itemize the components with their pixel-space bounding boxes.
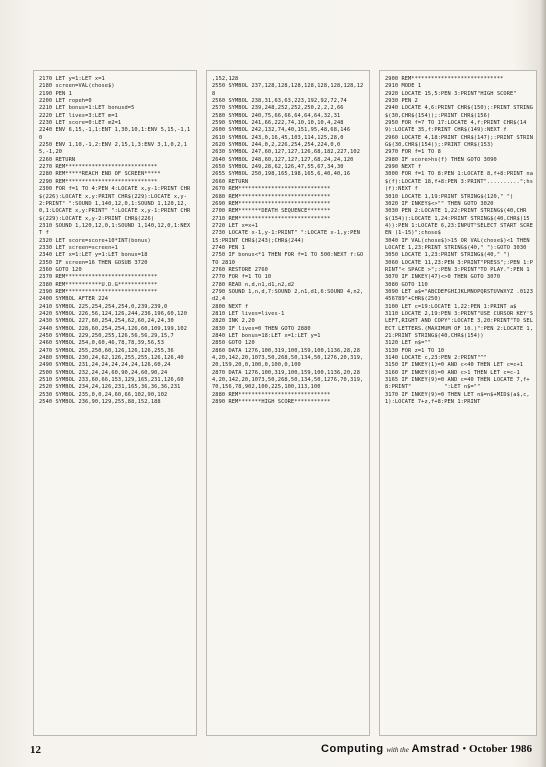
listing-line: 2590 SYMBOL 241,66,222,74,10,10,10,4,248 (212, 120, 344, 127)
listing-line: 2920 LOCATE 15,5:PEN 3:PRINT"HIGH SCORE" (385, 90, 517, 97)
listing-line: 2180 screen=VAL(chose$) (39, 83, 115, 90)
listing-line: 2720 LET x=x+1 (212, 222, 259, 229)
listing-line: 2620 SYMBOL 244,0,2,226,254,254,224,0,0 (212, 142, 341, 149)
listing-line: 2680 REM**************************** (212, 193, 331, 200)
listing-line: 2370 REM**************************** (39, 274, 158, 281)
program-listing (207, 71, 369, 406)
listing-line: 2210 LET bonus=1:LET bonusd=5 (39, 105, 135, 112)
listing-line: 2440 SYMBOL 228,60,254,254,126,60,109,199,102 (39, 325, 188, 332)
magazine-name-with: with the (386, 746, 409, 754)
program-listing (34, 71, 196, 406)
listing-line: 3140 LOCATE c,23:PEN 2:PRINT"^" (385, 355, 487, 362)
listing-line: 2560 SYMBOL 238,31,63,63,223,192,92,72,74 (212, 98, 347, 105)
listing-line: 2690 REM**************************** (212, 200, 331, 207)
magazine-name-part2: Amstrad (411, 743, 460, 755)
listing-line: 2820 INK 2,20 (212, 318, 255, 325)
listing-line: 3160 IF INKEY(8)=0 AND c>1 THEN LET c=c-1 (385, 369, 520, 376)
listing-line: 2530 SYMBOL 235,0,0,24,60,66,102,90,102 (39, 391, 168, 398)
listing-line: 2990 NEXT f (385, 164, 422, 171)
listing-line: 2750 IF bonus<*1 THEN FOR f=1 TO 500:NEXT f:GOTO 2810 (212, 252, 364, 266)
listing-line: 2950 FOR f=7 TO 17:LOCATE 4,f:PRINT CHR$(149):LOCATE 35,f:PRINT CHR$(149):NEXT f (385, 120, 527, 134)
listing-line: 2310 SOUND 1,120,12,0,1:SOUND 1,140,12,0,1:NEXT f (39, 222, 191, 237)
listing-line: 2460 SYMBOL 254,0,60,46,78,78,39,56,53 (39, 340, 164, 347)
listing-line: 2430 SYMBOL 227,60,254,254,62,60,24,24,30 (39, 318, 174, 325)
listing-line: 2580 SYMBOL 240,75,66,66,64,64,64,32,31 (212, 112, 341, 119)
listing-line: 2700 REM*******DEATH SEQUENCE******* (212, 208, 331, 215)
listing-line: 2190 PEN 1 (39, 90, 72, 97)
listing-line: 2980 IF score>hs(f) THEN GOTO 3090 (385, 156, 497, 163)
listing-line: 2860 DATA 1276,100,319,100,159,100,1136,28,284,20,142,20,1073,50,268,50,134,50,1276,20,319,20,159,20,0,100,0,100,0,100 (212, 347, 364, 369)
listing-line: 2960 LOCATE 4,18:PRINT CHR$(147);:PRINT STRING$(30,CHR$(154));:PRINT CHR$(153) (385, 134, 534, 149)
listing-line: 2880 REM**************************** (212, 391, 331, 398)
listing-line: 2655 SYMBOL 250,198,165,198,165,6,40,40,16 (212, 171, 351, 178)
listing-line: 2170 LET y=1:LET x=1 (39, 76, 105, 82)
listing-line: 2470 SYMBOL 255,250,60,126,126,126,255,36 (39, 347, 174, 354)
listing-line: 2390 REM**************************** (39, 288, 158, 295)
listing-line: ,152,128 (212, 76, 239, 82)
listing-line: 2400 SYMBOL AFTER 224 (39, 296, 109, 303)
page-number: 12 (30, 744, 41, 756)
listing-line: 3165 IF INKEY(9)=0 AND c=40 THEN LOCATE 7,f+8:PRINT" ":LET n$="" (385, 377, 530, 391)
listing-line: 3040 IF VAL(chose$)>15 OR VAL(chose$)<1 THEN LOCATE 1,23:PRINT STRING$(40," "):GOTO 3030 (385, 237, 534, 251)
listing-line: 2890 REM*******HIGH SCORE*********** (212, 399, 331, 406)
listing-line: 3130 FOR z=1 TO 10 (385, 347, 445, 354)
listing-line: 2640 SYMBOL 248,60,127,127,127,68,24,24,120 (212, 156, 354, 163)
listing-line: 2410 SYMBOL 225,254,254,254,0,239,239,0 (39, 303, 168, 310)
magazine-name-part1: Computing (321, 743, 384, 755)
listing-line: 2600 SYMBOL 242,132,74,40,151,95,48,68,146 (212, 127, 351, 134)
listing-line: 2910 MODE 1 (385, 83, 422, 90)
listing-line: 3020 IF INKEY$<>"" THEN GOTO 3020 (385, 200, 494, 207)
listing-column-3 (379, 70, 537, 736)
listing-line: 2250 ENV 1,10,-1,2:ENV 2,15,1,3:ENV 3,1,0,2,15,-1,20 (39, 142, 188, 156)
listing-line: 2490 SYMBOL 231,24,24,24,24,24,126,60,24 (39, 362, 171, 369)
listing-line: 2810 LET lives=lives-1 (212, 311, 285, 317)
listing-line: 2610 SYMBOL 243,0,16,45,103,114,125,28,0 (212, 134, 344, 141)
listing-line: 2900 REM**************************** (385, 76, 504, 82)
listing-line: 2970 FOR f=1 TO 8 (385, 149, 441, 156)
listing-line: 2840 LET bonus=18:LET x=1:LET y=1 (212, 333, 321, 340)
listing-line: 3080 GOTO 110 (385, 281, 428, 288)
listing-line: 2200 LET ropeh=0 (39, 98, 92, 105)
listing-line: 2420 SYMBOL 226,56,124,126,244,236,196,60,120 (39, 311, 188, 317)
issue-date: October 1986 (468, 743, 532, 755)
listing-line: 2850 GOTO 120 (212, 340, 255, 347)
listing-line: 2670 REM**************************** (212, 186, 331, 193)
listing-line: 2330 LET screen=screen+1 (39, 244, 118, 251)
listing-line: 3090 LET a$="ABCDEFGHIJKLMNOPQRSTUVWXYZ .0123456789"+CHR$(250) (385, 288, 534, 303)
listing-line: 3070 IF INKEY(47)<>0 THEN GOTO 3070 (385, 274, 501, 281)
listing-line: 2630 SYMBOL 247,60,127,127,126,68,182,227,102 (212, 149, 361, 156)
listing-column-2 (206, 70, 370, 736)
listing-line: 2710 REM**************************** (212, 215, 331, 222)
listing-line: 2350 IF screen=16 THEN GOSUB 3720 (39, 259, 148, 266)
listing-line: 3110 LOCATE 2,19:PEN 3:PRINT"USE CURSOR KEY'S LEFT,RIGHT AND COPY":LOCATE 3,20:PRINT"TO SELECT LETTERS.(MAXIMUM OF 10.)":PEN 2:LOCATE 1,21:PRINT STRING$(40,CHR$(154)) (385, 311, 537, 340)
listing-line: 3100 LET c=19:LOCATE 1,22:PEN 1:PRINT a$ (385, 303, 517, 310)
magazine-title: Computing with the Amstrad • October 1986 (321, 743, 532, 755)
listing-line: 2870 DATA 1276,100,319,100,159,100,1136,20,284,20,142,20,1073,50,268,50,134,50,1276,70,319,70,156,78,902,100,225,100,113,100 (212, 369, 364, 391)
listing-line: 2230 LET score=0:LET m2=1 (39, 120, 122, 127)
listing-line: 3030 PEN 2:LOCATE 1,22:PRINT STRING$(40,CHR$(154)):LOCATE 1,24:PRINT STRING$(40,CHR$(154)):PEN 1:LOCATE 6,23:INPUT"SELECT START SCREEN (1-15)";chose$ (385, 208, 534, 237)
listing-line: 3150 IF INKEY(1)=0 AND c<40 THEN LET c=c+1 (385, 362, 524, 369)
listing-line: 2320 LET score=score+10*INT(bonus) (39, 237, 151, 244)
listing-line: 2780 READ n,d,n1,d1,n2,d2 (212, 281, 295, 288)
listing-line: 3170 IF INKEY(9)=0 THEN LET n$=n$+MID$(a$,c,1):LOCATE 7+z,f+8:PEN 1:PRINT (385, 391, 530, 406)
listing-line: 2220 LET lives=3:LET m=1 (39, 112, 118, 119)
listing-line: 2450 SYMBOL 229,250,255,126,56,56,29,15,7 (39, 333, 174, 340)
page-edge-shadow (540, 0, 546, 767)
listing-line: 3000 FOR f=1 TO 8:PEN 1:LOCATE 8,f+8:PRINT na$(f):LOCATE 18,f+8:PEN 3:PRINT"..........";hs(f):NEXT f (385, 171, 534, 193)
listing-line: 2340 LET x=1:LET y=1:LET bonus=18 (39, 252, 148, 259)
listing-line: 2270 REM**************************** (39, 164, 158, 171)
listing-line: 2550 SYMBOL 237,128,128,128,128,128,128,128,128 (212, 83, 364, 97)
listing-line: 3120 LET n$="" (385, 340, 432, 347)
listing-line: 2660 RETURN (212, 178, 249, 185)
listing-line: 2830 IF lives=0 THEN GOTO 2880 (212, 325, 311, 332)
listing-line: 3010 LOCATE 1,19:PRINT STRING$(120," ") (385, 193, 514, 200)
listing-column-1 (33, 70, 197, 736)
listing-line: 2740 PEN 1 (212, 244, 245, 251)
page-footer (0, 741, 546, 761)
listing-line: 2510 SYMBOL 233,60,66,153,129,165,231,126,60 (39, 377, 184, 384)
listing-line: 2730 LOCATE x-1,y-1:PRINT" ":LOCATE x-1,y:PEN 15:PRINT CHR$(243);CHR$(244) (212, 230, 364, 244)
listing-line: 2760 RESTORE 2760 (212, 266, 268, 273)
listing-line: 2240 ENV 6,15,-1,1:ENT 1,30,10,1:ENV 5,15,-1,10 (39, 127, 191, 141)
listing-line: 2500 SYMBOL 232,24,24,60,90,24,60,90,24 (39, 369, 168, 376)
listing-line: 2570 SYMBOL 239,248,252,252,250,2,2,2,66 (212, 105, 344, 112)
listing-line: 2360 GOTO 120 (39, 266, 82, 273)
listing-line: 2290 REM**************************** (39, 178, 158, 185)
listing-line: 2940 LOCATE 4,6:PRINT CHR$(150);:PRINT STRING$(30,CHR$(154));:PRINT CHR$(156) (385, 105, 534, 119)
listing-line: 3050 LOCATE 1,23:PRINT STRING$(40," ") (385, 252, 510, 259)
listing-line: 2260 RETURN (39, 156, 76, 163)
listing-line: 2650 SYMBOL 249,28,62,126,47,55,67,34,30 (212, 164, 344, 171)
listing-line: 2520 SYMBOL 234,24,126,231,165,36,36,36,231 (39, 384, 181, 391)
listing-line: 2790 SOUND 1,n,d,7:SOUND 2,n1,d1,6:SOUND 4,n2,d2,4 (212, 288, 364, 303)
listing-line: 2280 REM*****REACH END OF SCREEN***** (39, 171, 161, 178)
listing-line: 2540 SYMBOL 236,90,129,255,88,152,188 (39, 399, 161, 406)
listing-line: 2770 FOR f=1 TO 10 (212, 274, 272, 281)
listing-line: 2800 NEXT f (212, 303, 249, 310)
listing-line: 2480 SYMBOL 230,24,62,126,255,255,126,126,40 (39, 355, 184, 362)
listing-line: 2300 FOR f=1 TO 4:PEN 4:LOCATE x,y-1:PRINT CHR$(226):LOCATE x,y:PRINT CHR$(229):LOCATE x,y-2:PRINT" ":SOUND 1,140,12,0,1:SOUND 1,120,12,0,1:LOCATE x,y:PRINT" ":LOCATE x,y-1:PRINT CHR$(229):LOCATE x,y-2:PRINT CHR$(226) (39, 186, 191, 222)
listing-line: 3060 LOCATE 11,23:PEN 3:PRINT"PRESS";:PEN 1:PRINT"< SPACE >";:PEN 3:PRINT"TO PLAY.":PEN 1 (385, 259, 534, 273)
listing-line: 2930 PEN 2 (385, 98, 418, 105)
program-listing (380, 71, 536, 406)
listing-line: 2380 REM***********U.D.G************ (39, 281, 158, 288)
